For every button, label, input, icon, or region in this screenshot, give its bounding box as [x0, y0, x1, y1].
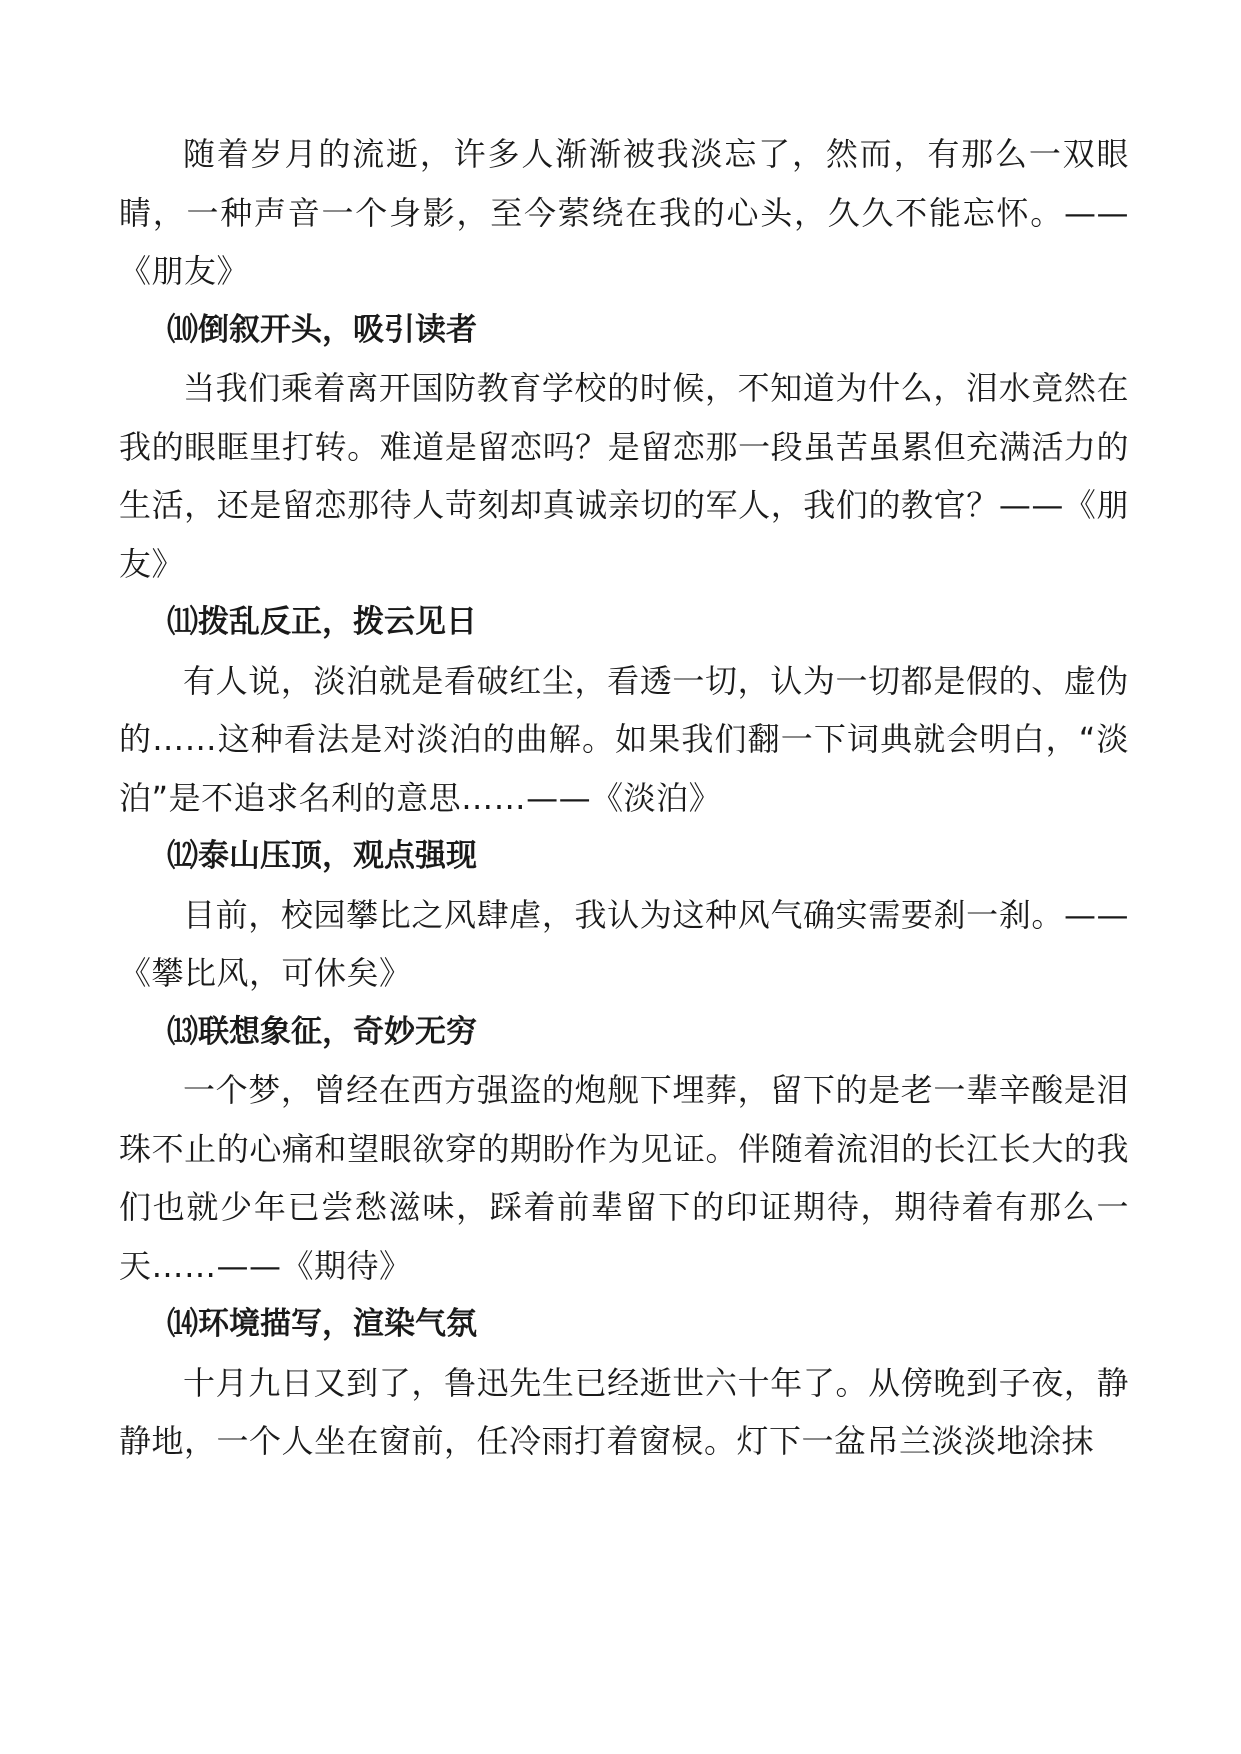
heading-set-things-right: ⑾拨乱反正，拨云见日 [167, 604, 477, 640]
heading-environment-description: ⒁环境描写，渲染气氛 [167, 1306, 477, 1342]
paragraph-friend-memory: 随着岁月的流逝，许多人渐渐被我淡忘了，然而，有那么一双眼睛，一种声音一个身影，至今萦绕在我的心头，久久不能忘怀。——《朋友》 [119, 135, 1129, 290]
paragraph-defense-school: 当我们乘着离开国防教育学校的时候，不知道为什么，泪水竟然在我的眼眶里打转。难道是留恋吗？是留恋那一段虽苦虽累但充满活力的生活，还是留恋那待人苛刻却真诚亲切的军人，我们的教官？——《朋友》 [119, 369, 1129, 583]
paragraph-indifference: 有人说，淡泊就是看破红尘，看透一切，认为一切都是假的、虚伪的……这种看法是对淡泊的曲解。如果我们翻一下词典就会明白，“淡泊”是不追求名利的意思……——《淡泊》 [119, 661, 1129, 817]
paragraph-expectation: 一个梦，曾经在西方强盗的炮舰下埋葬，留下的是老一辈辛酸是泪珠不止的心痛和望眼欲穿的期盼作为见证。伴随着流泪的长江长大的我们也就少年已尝愁滋味，踩着前辈留下的印证期待，期待着有那么一天……——《期待》 [119, 1071, 1129, 1285]
document-body [119, 125, 1129, 1471]
heading-strong-viewpoint: ⑿泰山压顶，观点强现 [167, 838, 477, 874]
paragraph-comparison-wind: 目前，校园攀比之风肆虐，我认为这种风气确实需要刹一刹。——《攀比风，可休矣》 [119, 895, 1129, 992]
heading-flashback-opening: ⑽倒叙开头，吸引读者 [167, 311, 477, 348]
heading-association-symbol: ⒀联想象征，奇妙无穷 [167, 1013, 477, 1050]
paragraph-lu-xun: 十月九日又到了，鲁迅先生已经逝世六十年了。从傍晚到子夜，静静地，一个人坐在窗前，任冷雨打着窗棂。灯下一盆吊兰淡淡地涂抹 [119, 1363, 1129, 1460]
